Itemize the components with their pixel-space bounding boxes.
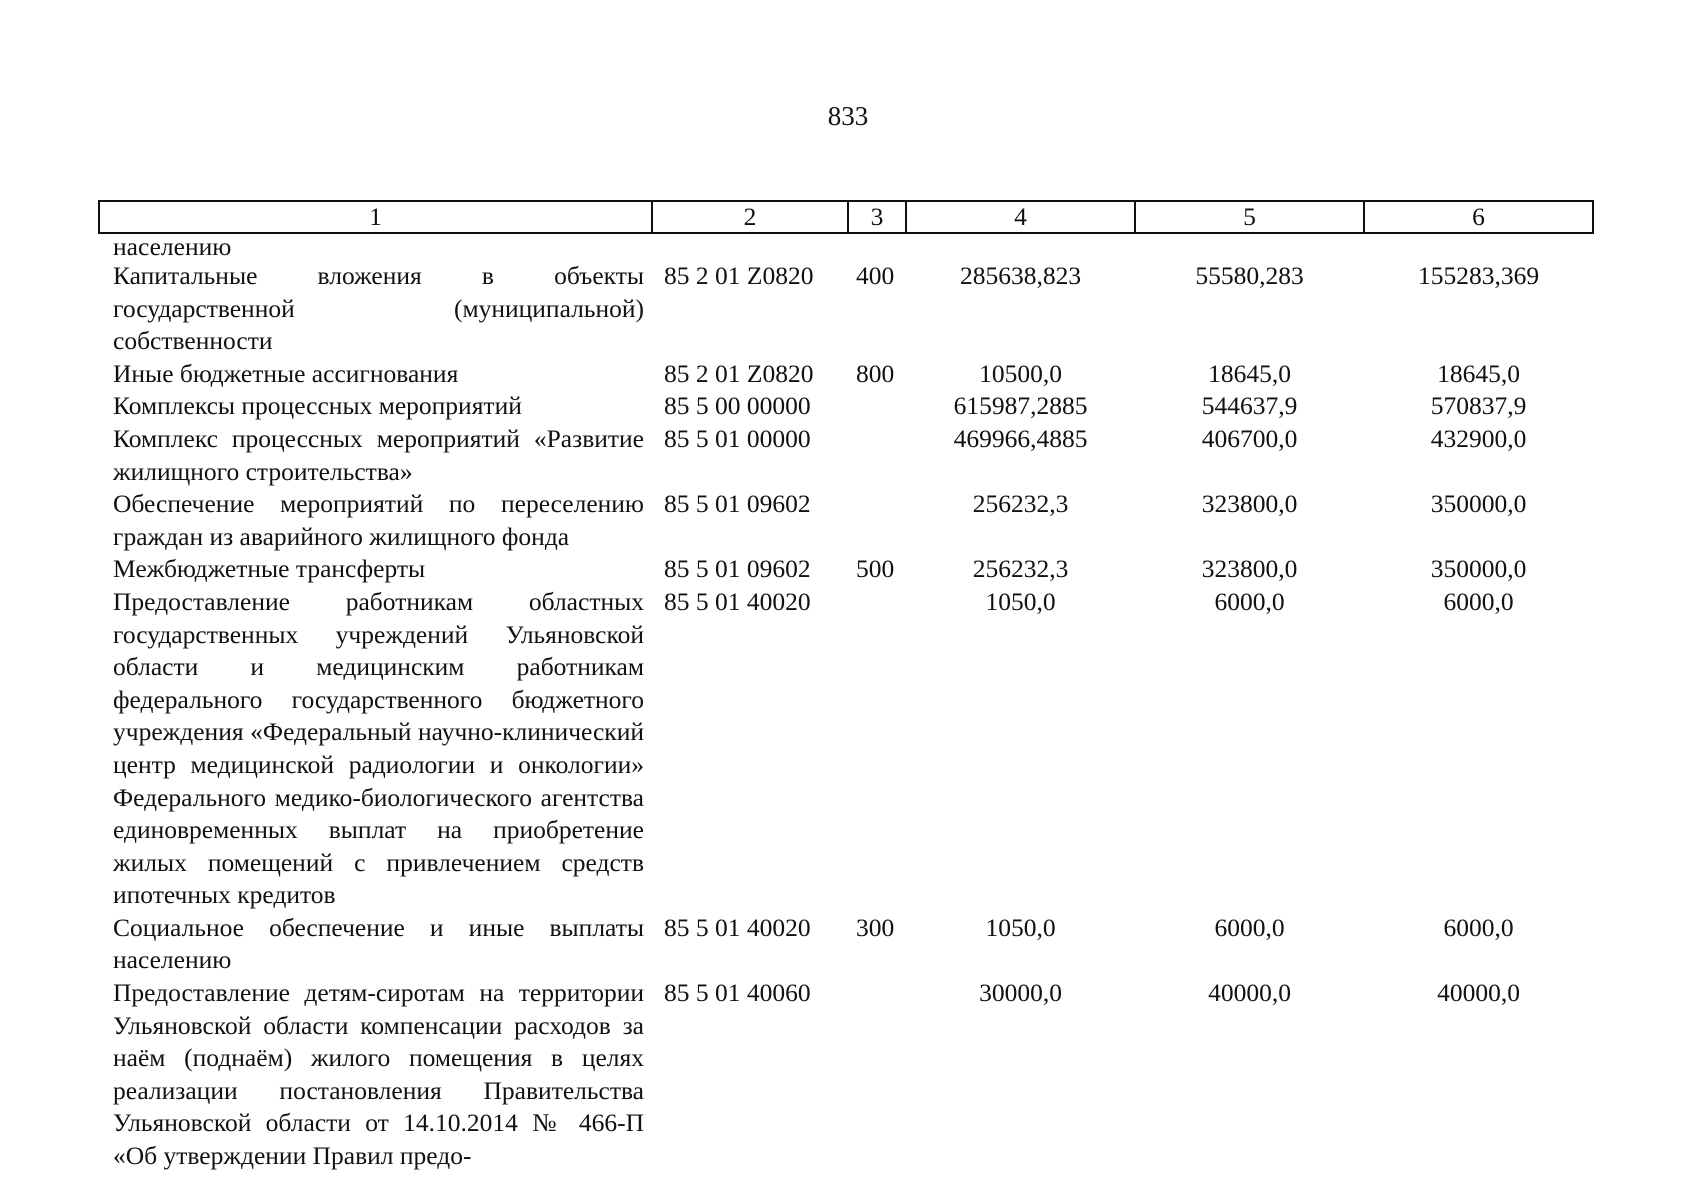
row-value-6: 432900,0 [1430, 423, 1527, 453]
row-expense-type [848, 488, 906, 553]
row-code: 85 5 01 40060 [664, 978, 811, 1008]
table-row [99, 233, 1593, 260]
row-value-4: 10500,0 [979, 358, 1062, 388]
row-name: Предоставление детям-сиротам на территории Ульяновской области компенсации расходов за наём (поднаём) жилого помещения в целях реализации постановления Правительства Ульяновской области от 14.10.2014 № 466-П «Об утверждении Правил предо- [113, 978, 644, 1171]
row-name: Обеспечение мероприятий по переселению граждан из аварийного жилищного фонда [113, 489, 644, 551]
row-code: 85 5 01 40020 [664, 912, 811, 942]
row-value-5: 6000,0 [1214, 586, 1285, 616]
row-expense-type: 400 [856, 261, 895, 290]
table-row [99, 977, 1593, 1173]
row-expense-type [848, 423, 906, 488]
row-name: Комплекс процессных мероприятий «Развитие жилищного строительства» [113, 423, 644, 486]
row-code: 85 5 01 40020 [664, 586, 811, 616]
row-expense-type [848, 586, 906, 912]
row-value-6: 350000,0 [1430, 489, 1527, 519]
column-header-2: 2 [652, 201, 848, 233]
row-name: Иные бюджетные ассигнования [113, 358, 459, 388]
header-row [99, 201, 1593, 233]
column-header-5: 5 [1135, 201, 1364, 233]
row-value-5: 6000,0 [1214, 912, 1285, 942]
row-code: 85 5 01 00000 [664, 423, 811, 453]
table-row [99, 260, 1593, 358]
row-value-6: 570837,9 [1430, 391, 1527, 421]
row-value-5: 40000,0 [1208, 978, 1291, 1008]
row-value-5: 55580,283 [1195, 261, 1304, 290]
row-code: 85 5 01 09602 [664, 554, 811, 584]
table-row [99, 553, 1593, 586]
row-value-5: 323800,0 [1201, 554, 1298, 584]
row-value-5: 18645,0 [1208, 358, 1291, 388]
row-name: Комплексы процессных мероприятий [113, 391, 522, 421]
row-value-5: 544637,9 [1201, 391, 1298, 421]
row-value-5 [1135, 233, 1364, 260]
table-row [99, 488, 1593, 553]
table-row [99, 912, 1593, 977]
row-expense-type: 800 [856, 358, 895, 388]
table-row [99, 358, 1593, 391]
row-value-6: 155283,369 [1417, 261, 1540, 290]
row-value-6: 6000,0 [1443, 586, 1514, 616]
row-value-5: 406700,0 [1201, 423, 1298, 453]
row-name: Капитальные вложения в объекты государственной (муниципальной) собственности [113, 261, 644, 356]
row-code: 85 2 01 Z0820 [664, 358, 814, 388]
column-header-6: 6 [1364, 201, 1593, 233]
row-value-6 [1364, 233, 1593, 260]
table-row [99, 586, 1593, 912]
row-value-6: 40000,0 [1437, 978, 1520, 1008]
row-code: 85 5 00 00000 [664, 391, 811, 421]
table-row [99, 423, 1593, 488]
row-value-6: 18645,0 [1437, 358, 1520, 388]
row-value-4: 256232,3 [972, 489, 1069, 519]
row-value-4: 469966,4885 [953, 423, 1088, 453]
row-expense-type: 300 [856, 912, 895, 942]
row-value-5: 323800,0 [1201, 489, 1298, 519]
row-value-4 [906, 233, 1135, 260]
page-number: 833 [827, 101, 869, 131]
row-value-4: 615987,2885 [953, 391, 1088, 421]
column-header-3: 3 [848, 201, 906, 233]
row-name: Предоставление работникам областных государственных учреждений Ульяновской области и медицинским работникам федерального государственного бюджетного учреждения «Федеральный научно-клинический центр медицинской радиологии и онкологии» Федерального медико-биологического агентства единовременных выплат на приобретение жилых помещений с привлечением средств ипотечных кредитов [113, 586, 644, 910]
row-name: населению [113, 232, 232, 261]
row-name: Межбюджетные трансферты [113, 554, 426, 584]
column-header-4: 4 [906, 201, 1135, 233]
table-row [99, 390, 1593, 423]
row-value-4: 285638,823 [959, 261, 1082, 290]
row-code [652, 233, 848, 260]
row-expense-type: 500 [856, 554, 895, 584]
row-value-4: 30000,0 [979, 978, 1062, 1008]
row-value-4: 1050,0 [985, 586, 1056, 616]
row-expense-type [848, 977, 906, 1173]
row-code: 85 2 01 Z0820 [664, 261, 814, 290]
row-name: Социальное обеспечение и иные выплаты населению [113, 912, 644, 975]
row-expense-type [848, 233, 906, 260]
budget-table [98, 200, 1594, 1173]
row-value-4: 256232,3 [972, 554, 1069, 584]
row-value-6: 350000,0 [1430, 554, 1527, 584]
row-expense-type [848, 390, 906, 423]
row-code: 85 5 01 09602 [664, 489, 811, 519]
row-value-4: 1050,0 [985, 912, 1056, 942]
column-header-1: 1 [99, 201, 652, 233]
row-value-6: 6000,0 [1443, 912, 1514, 942]
